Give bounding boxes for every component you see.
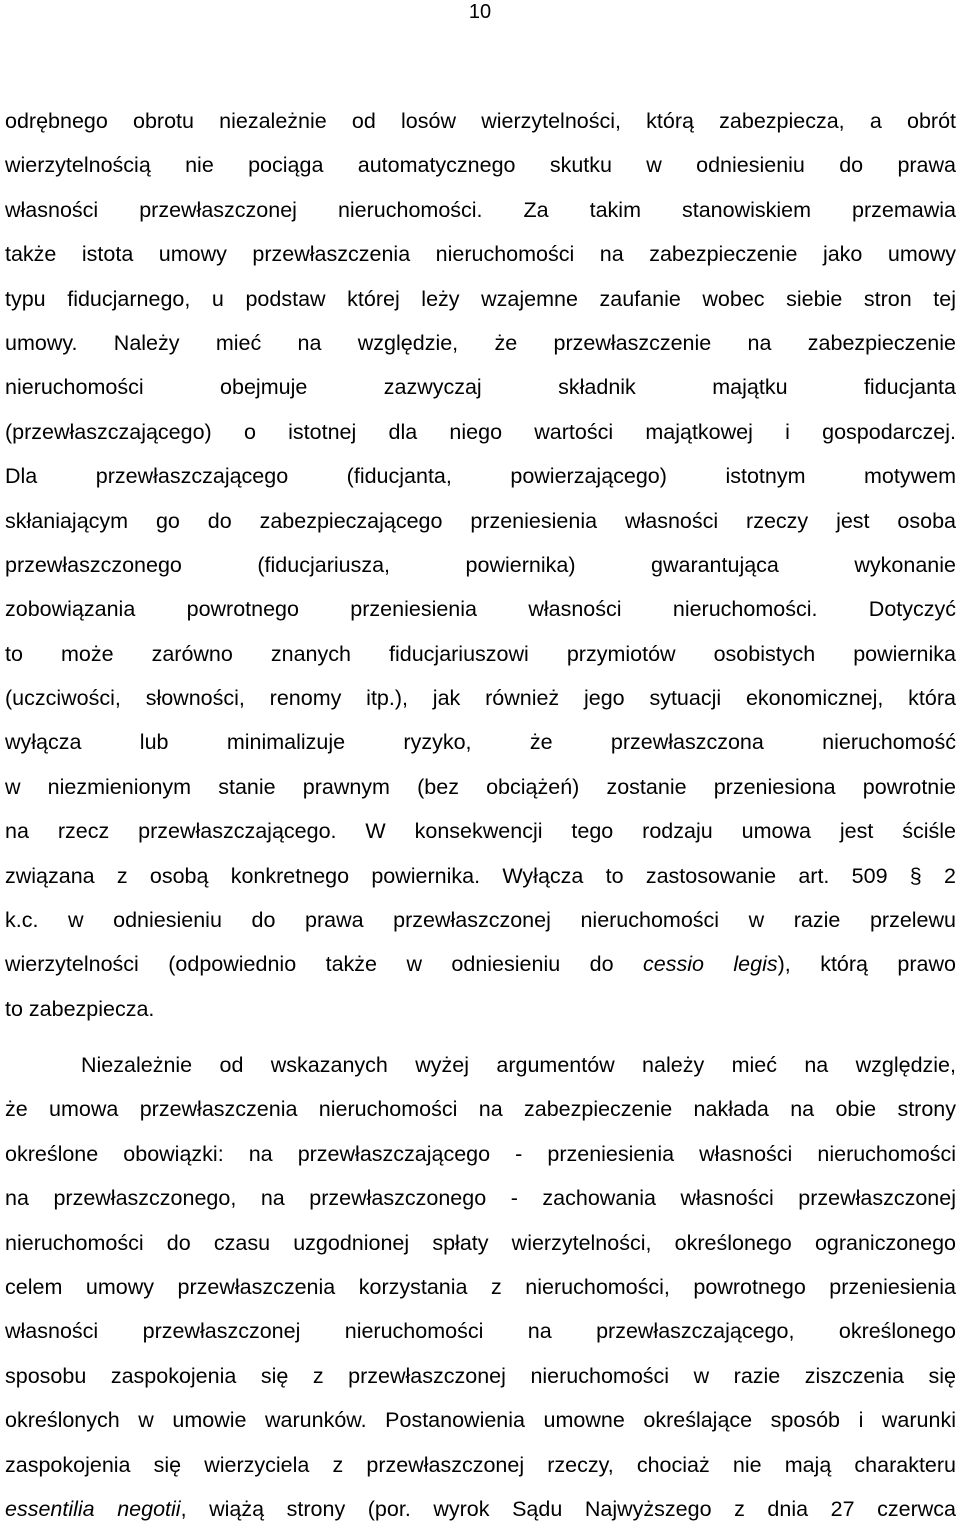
text-line: wierzytelnością nie pociąga automatycznego skutku w odniesieniu do prawa [5, 153, 956, 178]
text-line: określonych w umowie warunków. Postanowienia umowne określające sposób i warunki [5, 1408, 956, 1433]
text-line: skłaniającym go do zabezpieczającego przeniesienia własności rzeczy jest osoba [5, 508, 956, 533]
text-segment: , wiążą strony (por. wyrok Sądu Najwyższego z dnia 27 czerwca [180, 1496, 956, 1521]
text-line: zaspokojenia się wierzyciela z przewłaszczonej rzeczy, chociaż nie mają charakteru [5, 1452, 956, 1477]
text-line: własności przewłaszczonej nieruchomości na przewłaszczającego, określonego [5, 1319, 956, 1344]
text-segment: wierzytelności (odpowiednio także w odniesieniu do [5, 952, 643, 977]
text-line: na przewłaszczonego, na przewłaszczonego - zachowania własności przewłaszczonej [5, 1186, 956, 1211]
text-line-with-italic [5, 1487, 956, 1531]
text-line: nieruchomości obejmuje zazwyczaj składnik majątku fiducjanta [5, 375, 956, 400]
text-line: typu fiducjarnego, u podstaw której leży wzajemne zaufanie wobec siebie stron tej [5, 286, 956, 311]
text-segment: 2 [944, 863, 956, 888]
italic-term: cessio legis [643, 952, 778, 977]
text-line: że umowa przewłaszczenia nieruchomości na zabezpieczenie nakłada na obie strony [5, 1097, 956, 1122]
page-number: 10 [468, 1, 492, 23]
paragraph-2 [5, 1043, 956, 1531]
text-line-article-ref [5, 854, 956, 898]
text-line: (przewłaszczającego) o istotnej dla niego wartości majątkowej i gospodarczej. [5, 419, 956, 444]
text-line: zobowiązania powrotnego przeniesienia własności nieruchomości. Dotyczyć [5, 597, 956, 622]
text-line: przewłaszczonego (fiducjariusza, powiernika) gwarantująca wykonanie [5, 552, 956, 577]
text-line-with-italic [5, 942, 956, 986]
text-line: Niezależnie od wskazanych wyżej argumentów należy mieć na względzie, [81, 1053, 956, 1077]
text-line: Dla przewłaszczającego (fiducjanta, powierzającego) istotnym motywem [5, 464, 956, 489]
text-line: nieruchomości do czasu uzgodnionej spłaty wierzytelności, określonego ograniczonego [5, 1230, 956, 1255]
text-line: sposobu zaspokojenia się z przewłaszczonej nieruchomości w razie ziszczenia się [5, 1363, 956, 1388]
italic-term: essentilia negotii [5, 1496, 181, 1521]
text-line: to może zarówno znanych fiducjariuszowi przymiotów osobistych powiernika [5, 641, 956, 666]
text-segment: związana z osobą konkretnego powiernika. Wyłącza to zastosowanie art. 509 [5, 863, 910, 888]
text-line: własności przewłaszczonej nieruchomości. Za takim stanowiskiem przemawia [5, 197, 956, 222]
text-line: odrębnego obrotu niezależnie od losów wierzytelności, którą zabezpiecza, a obrót [5, 109, 956, 133]
paragraph-1 [5, 99, 956, 1031]
text-line: wyłącza lub minimalizuje ryzyko, że przewłaszczona nieruchomość [5, 730, 956, 755]
text-line: to zabezpiecza. [5, 996, 155, 1021]
text-line: (uczciwości, słowności, renomy itp.), jak również jego sytuacji ekonomicznej, która [5, 686, 956, 711]
text-line: celem umowy przewłaszczenia korzystania z nieruchomości, powrotnego przeniesienia [5, 1274, 956, 1299]
text-line: w niezmienionym stanie prawnym (bez obciążeń) zostanie przeniesiona powrotnie [5, 774, 956, 799]
text-line: na rzecz przewłaszczającego. W konsekwencji tego rodzaju umowa jest ściśle [5, 819, 956, 844]
text-line: umowy. Należy mieć na względzie, że przewłaszczenie na zabezpieczenie [5, 330, 956, 355]
section-sign: § [909, 863, 922, 888]
text-line: k.c. w odniesieniu do prawa przewłaszczonej nieruchomości w razie przelewu [5, 908, 956, 933]
text-segment: ), którą prawo [777, 952, 956, 977]
text-line: także istota umowy przewłaszczenia nieruchomości na zabezpieczenie jako umowy [5, 242, 956, 267]
text-line: określone obowiązki: na przewłaszczającego - przeniesienia własności nieruchomości [5, 1141, 956, 1166]
